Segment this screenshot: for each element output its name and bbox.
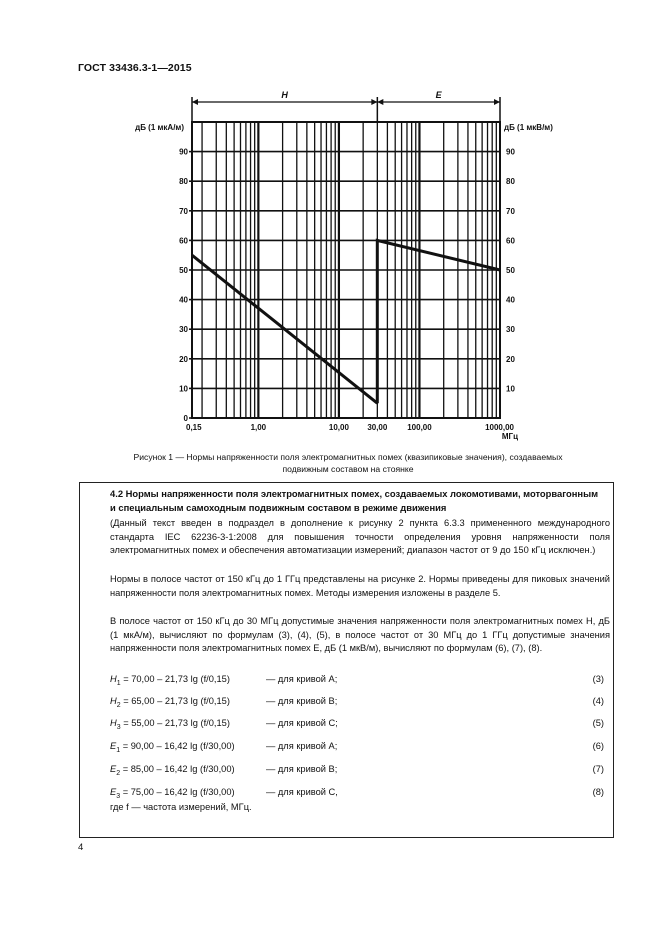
y-tick-label-left: 0 [183,414,188,423]
formula-row [110,764,604,778]
y-tick-label-left: 90 [179,147,188,157]
formula-expression: $H_2 = 65,00 - 21,73$ lg (f/0,15) [110,696,230,709]
formula-number: (3) [592,674,604,684]
y-tick-label-right: 20 [506,354,515,364]
x-tick-label: 0,15 [186,423,202,432]
y-tick-label-right: 60 [506,236,515,246]
x-tick-label: 100,00 [407,423,432,432]
paragraph-note: (Данный текст введен в подраздел в дополнение к рисунку 2 пункта 6.3.3 примененного международного стандарта IEC 62236-3-1:2008 для повышения точности определения уровня напряженности поля электромагнитных помех и обеспечения автоматизации измерений; диапазон частот от 9 до 150 кГц исключен.) [110,518,610,556]
formula-description: — для кривой С; [266,718,338,728]
formula-row [110,696,604,710]
y-tick-label-right: 80 [506,177,515,187]
region-arrow-right [371,99,377,105]
formula-expression: $H_1 = 70,00 - 21,73$ lg (f/0,15) [110,674,230,687]
y-tick-label-left: 80 [179,177,188,187]
x-tick-label: 30,00 [367,423,388,432]
figure-caption-line-2: подвижным составом на стоянке [282,464,414,474]
y-axis-label-right: дБ (1 мкВ/м) [504,123,553,132]
formula-description: — для кривой А; [266,674,338,684]
formula-expression: $E_1 = 90,00 - 16,42$ lg (f/30,00) [110,741,235,754]
formula-expression: $E_3 = 75,00 - 16,42$ lg (f/30,00) [110,787,235,800]
formula-expression: $H_3 = 55,00 - 21,73$ lg (f/0,15) [110,718,230,731]
region-arrow-left [192,99,198,105]
formula-description: — для кривой С, [266,787,338,797]
formula-description: — для кривой А; [266,741,338,751]
figure-caption [88,451,608,475]
y-tick-label-left: 70 [179,206,188,216]
y-tick-label-right: 30 [506,325,515,335]
region-arrow-right [494,99,500,105]
formula-description: — для кривой В; [266,696,338,706]
x-tick-label: 10,00 [328,423,349,432]
formula-row [110,787,604,801]
field-strength-chart [0,0,661,450]
y-tick-label-left: 60 [179,236,188,246]
y-tick-label-right: 10 [506,384,515,394]
region-label: H [281,90,288,100]
section-title: 4.2 Нормы напряженности поля электромагнитных помех, создаваемых локомотивами, моторвагонным и специальным самоходным подвижным составом в режиме движения [110,488,599,513]
formula-number: (4) [592,696,604,706]
y-tick-label-right: 70 [506,206,515,216]
formula-number: (5) [592,718,604,728]
figure-caption-line-1: Рисунок 1 — Нормы напряженности поля электромагнитных помех (квазипиковые значения), создаваемых [133,452,563,462]
formula-row [110,674,604,688]
formula-where-note: где f — частота измерений, МГц. [110,802,252,812]
formula-expression: $E_2 = 85,00 - 16,42$ lg (f/30,00) [110,764,235,777]
region-arrow-left [377,99,383,105]
formula-description: — для кривой В; [266,764,338,774]
y-tick-label-left: 50 [179,266,188,275]
page-number: 4 [78,842,84,853]
paragraph-formulas-intro: В полосе частот от 150 кГц до 30 МГц допустимые значения напряженности поля электромагнитных помех H, дБ (1 мкА/м), вычисляют по формулам (3), (4), (5), в полосе частот от 30 МГц до 1 ГГц допустимые значения напряженности поля электромагнитных помех E, дБ (1 мкВ/м), вычисляют по формулам (6), (7), (8). [110,616,610,654]
y-tick-label-right: 90 [506,147,515,157]
y-tick-label-left: 10 [179,384,188,394]
formula-row [110,718,604,732]
x-axis-unit: МГц [501,432,518,441]
x-tick-label: 1000,00 [485,423,514,432]
y-tick-label-right: 40 [506,295,515,305]
paragraph-norms: Нормы в полосе частот от 150 кГц до 1 ГГц представлены на рисунке 2. Нормы приведены для пиковых значений напряженности поля электромагнитных помех. Методы измерения изложены в разделе 5. [110,574,610,598]
formula-row [110,741,604,755]
formula-number: (7) [592,764,604,774]
formula-number: (8) [592,787,604,797]
y-tick-label-left: 40 [179,295,188,305]
x-tick-label: 1,00 [250,423,267,432]
formula-number: (6) [592,741,604,751]
y-tick-label-left: 30 [179,325,188,335]
region-label: E [435,90,442,100]
y-tick-label-right: 50 [506,266,515,275]
y-tick-label-left: 20 [179,354,188,364]
document-header: ГОСТ 33436.3-1—2015 [78,62,192,74]
y-axis-label-left: дБ (1 мкА/м) [135,123,184,132]
